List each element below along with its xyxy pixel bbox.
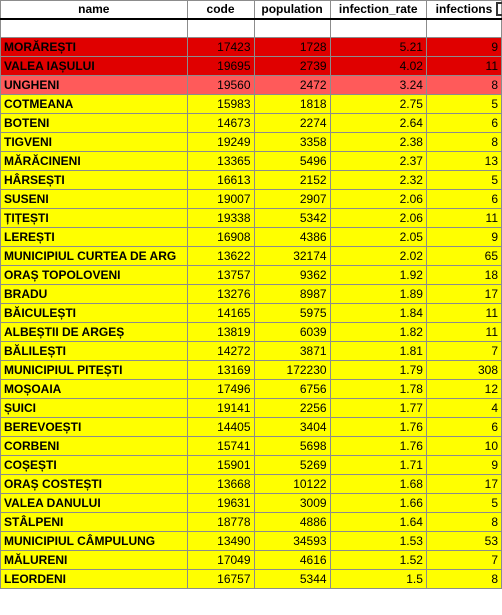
- cell-code[interactable]: 16757: [187, 570, 254, 589]
- cell-code[interactable]: 13819: [187, 323, 254, 342]
- cell-name[interactable]: COȘEȘTI: [1, 456, 188, 475]
- cell-code[interactable]: 18778: [187, 513, 254, 532]
- cell-population[interactable]: 2256: [254, 399, 330, 418]
- cell-population[interactable]: 1818: [254, 95, 330, 114]
- cell-infections[interactable]: 10: [426, 437, 501, 456]
- cell-name[interactable]: MĂRĂCINENI: [1, 152, 188, 171]
- table-row: [1, 114, 502, 133]
- table-row: [1, 76, 502, 95]
- cell-infection-rate[interactable]: 2.06: [330, 209, 426, 228]
- cell-population[interactable]: 2152: [254, 171, 330, 190]
- cell-code[interactable]: 19695: [187, 57, 254, 76]
- cell-infections[interactable]: 8: [426, 133, 501, 152]
- cell-name[interactable]: SUSENI: [1, 190, 188, 209]
- cell-population[interactable]: 3358: [254, 133, 330, 152]
- cell-infections[interactable]: 9: [426, 228, 501, 247]
- cell-infection-rate[interactable]: 1.82: [330, 323, 426, 342]
- table-row: [1, 532, 502, 551]
- cell-population[interactable]: 2739: [254, 57, 330, 76]
- table-row: [1, 456, 502, 475]
- cell-code[interactable]: 13365: [187, 152, 254, 171]
- cell-population[interactable]: 5496: [254, 152, 330, 171]
- cell-population[interactable]: 4386: [254, 228, 330, 247]
- cell-population[interactable]: 10122: [254, 475, 330, 494]
- cell-name[interactable]: MĂLURENI: [1, 551, 188, 570]
- table-row: [1, 209, 502, 228]
- cell-population[interactable]: 4886: [254, 513, 330, 532]
- cell-infections[interactable]: 13: [426, 152, 501, 171]
- cell-population[interactable]: 3871: [254, 342, 330, 361]
- cell-infections[interactable]: 8: [426, 76, 501, 95]
- cell-infection-rate[interactable]: 2.37: [330, 152, 426, 171]
- cell-name[interactable]: MUNICIPIUL CÂMPULUNG: [1, 532, 188, 551]
- cell-infections[interactable]: 8: [426, 570, 501, 589]
- cell-code[interactable]: 19560: [187, 76, 254, 95]
- cell-code[interactable]: 14673: [187, 114, 254, 133]
- cell-infection-rate[interactable]: 1.52: [330, 551, 426, 570]
- table-row: [1, 475, 502, 494]
- cell-code[interactable]: 13668: [187, 475, 254, 494]
- cell-population[interactable]: 5975: [254, 304, 330, 323]
- table-row: [1, 418, 502, 437]
- cell-infections[interactable]: 6: [426, 114, 501, 133]
- cell-infection-rate[interactable]: 4.02: [330, 57, 426, 76]
- header-row: [1, 1, 502, 19]
- cell-infection-rate[interactable]: 1.68: [330, 475, 426, 494]
- cell-infection-rate[interactable]: 1.77: [330, 399, 426, 418]
- cell-infection-rate[interactable]: 1.5: [330, 570, 426, 589]
- cell-population[interactable]: 5342: [254, 209, 330, 228]
- cell-population[interactable]: 2472: [254, 76, 330, 95]
- cell-infections[interactable]: 65: [426, 247, 501, 266]
- cell-name[interactable]: BOTENI: [1, 114, 188, 133]
- table-row: [1, 399, 502, 418]
- cell-infection-rate[interactable]: 2.64: [330, 114, 426, 133]
- cell-name[interactable]: ORAȘ COSTEȘTI: [1, 475, 188, 494]
- cell-name[interactable]: ȘUICI: [1, 399, 188, 418]
- cell-code[interactable]: 14405: [187, 418, 254, 437]
- cell-code[interactable]: 16613: [187, 171, 254, 190]
- cell-code[interactable]: 19007: [187, 190, 254, 209]
- header-infections[interactable]: infections: [426, 1, 501, 19]
- cell-infection-rate[interactable]: 1.66: [330, 494, 426, 513]
- cell-infections[interactable]: 6: [426, 190, 501, 209]
- cell-name[interactable]: BEREVOEȘTI: [1, 418, 188, 437]
- cell-name[interactable]: LEORDENI: [1, 570, 188, 589]
- table-row: [1, 95, 502, 114]
- cell-code[interactable]: 19141: [187, 399, 254, 418]
- cell[interactable]: [187, 19, 254, 38]
- cell-population[interactable]: 6756: [254, 380, 330, 399]
- cell-infection-rate[interactable]: 1.92: [330, 266, 426, 285]
- cell-population[interactable]: 2907: [254, 190, 330, 209]
- table-row: [1, 380, 502, 399]
- cell-population[interactable]: 3404: [254, 418, 330, 437]
- header-name[interactable]: name: [1, 1, 188, 19]
- cell-infection-rate[interactable]: 3.24: [330, 76, 426, 95]
- cell-code[interactable]: 17049: [187, 551, 254, 570]
- cell-name[interactable]: BĂLILEȘTI: [1, 342, 188, 361]
- cell-infection-rate[interactable]: 1.53: [330, 532, 426, 551]
- cell-code[interactable]: 19631: [187, 494, 254, 513]
- table-row: [1, 570, 502, 589]
- cell-infection-rate[interactable]: 1.89: [330, 285, 426, 304]
- table-row: [1, 228, 502, 247]
- cell-name[interactable]: CORBENI: [1, 437, 188, 456]
- cell-infection-rate[interactable]: 1.71: [330, 456, 426, 475]
- column-resize-handle[interactable]: [496, 2, 502, 16]
- cell-code[interactable]: 15983: [187, 95, 254, 114]
- cell-infections[interactable]: 5: [426, 494, 501, 513]
- cell-code[interactable]: 16908: [187, 228, 254, 247]
- cell-infection-rate[interactable]: 1.64: [330, 513, 426, 532]
- cell-population[interactable]: 1728: [254, 38, 330, 57]
- cell-population[interactable]: 32174: [254, 247, 330, 266]
- cell-name[interactable]: HÂRSEȘTI: [1, 171, 188, 190]
- table-row: [1, 342, 502, 361]
- cell-infections[interactable]: 9: [426, 38, 501, 57]
- cell-name[interactable]: COTMEANA: [1, 95, 188, 114]
- cell-infection-rate[interactable]: 2.05: [330, 228, 426, 247]
- cell-name[interactable]: MOȘOAIA: [1, 380, 188, 399]
- cell-infections[interactable]: 17: [426, 285, 501, 304]
- cell-code[interactable]: 13757: [187, 266, 254, 285]
- cell-population[interactable]: 5698: [254, 437, 330, 456]
- cell-name[interactable]: STÂLPENI: [1, 513, 188, 532]
- cell-name[interactable]: TIGVENI: [1, 133, 188, 152]
- cell-population[interactable]: 2274: [254, 114, 330, 133]
- cell-name[interactable]: MUNICIPIUL CURTEA DE ARG: [1, 247, 188, 266]
- header-population[interactable]: population: [254, 1, 330, 19]
- cell-population[interactable]: 172230: [254, 361, 330, 380]
- cell-population[interactable]: 3009: [254, 494, 330, 513]
- cell-code[interactable]: 17496: [187, 380, 254, 399]
- cell-code[interactable]: 15741: [187, 437, 254, 456]
- cell-infection-rate[interactable]: 2.02: [330, 247, 426, 266]
- cell[interactable]: [254, 19, 330, 38]
- cell-infection-rate[interactable]: 2.06: [330, 190, 426, 209]
- cell-infection-rate[interactable]: 1.76: [330, 418, 426, 437]
- cell-code[interactable]: 13169: [187, 361, 254, 380]
- table-row: [1, 171, 502, 190]
- cell-population[interactable]: 5269: [254, 456, 330, 475]
- cell-infections[interactable]: 9: [426, 456, 501, 475]
- cell-infections[interactable]: 11: [426, 304, 501, 323]
- cell-code[interactable]: 13622: [187, 247, 254, 266]
- cell-infections[interactable]: 6: [426, 418, 501, 437]
- table-row: [1, 304, 502, 323]
- table-row: [1, 38, 502, 57]
- table-row: [1, 361, 502, 380]
- cell-population[interactable]: 9362: [254, 266, 330, 285]
- cell-infections[interactable]: 4: [426, 399, 501, 418]
- cell-infections[interactable]: 7: [426, 342, 501, 361]
- cell-infections[interactable]: 308: [426, 361, 501, 380]
- cell-infection-rate[interactable]: 1.76: [330, 437, 426, 456]
- cell-name[interactable]: VALEA DANULUI: [1, 494, 188, 513]
- cell-population[interactable]: 4616: [254, 551, 330, 570]
- cell-infection-rate[interactable]: 2.38: [330, 133, 426, 152]
- cell-infections[interactable]: 53: [426, 532, 501, 551]
- cell-code[interactable]: 14165: [187, 304, 254, 323]
- cell-infection-rate[interactable]: 1.79: [330, 361, 426, 380]
- cell-code[interactable]: 15901: [187, 456, 254, 475]
- cell-name[interactable]: MORĂREȘTI: [1, 38, 188, 57]
- table-row: [1, 285, 502, 304]
- cell-infections[interactable]: 11: [426, 209, 501, 228]
- cell-name[interactable]: BĂICULEȘTI: [1, 304, 188, 323]
- table-row: [1, 494, 502, 513]
- cell-population[interactable]: 8987: [254, 285, 330, 304]
- cell-name[interactable]: ALBEȘTII DE ARGEȘ: [1, 323, 188, 342]
- cell-name[interactable]: UNGHENI: [1, 76, 188, 95]
- header-code[interactable]: code: [187, 1, 254, 19]
- empty-row: [1, 19, 502, 38]
- cell-infections[interactable]: 17: [426, 475, 501, 494]
- cell-population[interactable]: 5344: [254, 570, 330, 589]
- cell-infections[interactable]: 18: [426, 266, 501, 285]
- table-row: [1, 323, 502, 342]
- cell-name[interactable]: MUNICIPIUL PITEȘTI: [1, 361, 188, 380]
- cell-infection-rate[interactable]: 2.32: [330, 171, 426, 190]
- cell-infection-rate[interactable]: 5.21: [330, 38, 426, 57]
- cell-code[interactable]: 13276: [187, 285, 254, 304]
- cell[interactable]: [426, 19, 501, 38]
- table-row: [1, 266, 502, 285]
- cell-code[interactable]: 17423: [187, 38, 254, 57]
- table-row: [1, 57, 502, 76]
- cell-infections[interactable]: 11: [426, 57, 501, 76]
- table-row: [1, 190, 502, 209]
- cell-population[interactable]: 34593: [254, 532, 330, 551]
- cell-infection-rate[interactable]: 1.78: [330, 380, 426, 399]
- cell-infections[interactable]: 11: [426, 323, 501, 342]
- table-row: [1, 247, 502, 266]
- cell-infections[interactable]: 5: [426, 171, 501, 190]
- cell-infection-rate[interactable]: 1.81: [330, 342, 426, 361]
- table-row: [1, 513, 502, 532]
- cell-code[interactable]: 13490: [187, 532, 254, 551]
- cell[interactable]: [330, 19, 426, 38]
- cell-name[interactable]: VALEA IAȘULUI: [1, 57, 188, 76]
- cell-code[interactable]: 19249: [187, 133, 254, 152]
- cell-code[interactable]: 19338: [187, 209, 254, 228]
- cell-infections[interactable]: 5: [426, 95, 501, 114]
- cell-population[interactable]: 6039: [254, 323, 330, 342]
- cell-infections[interactable]: 12: [426, 380, 501, 399]
- cell-code[interactable]: 14272: [187, 342, 254, 361]
- cell-name[interactable]: ORAȘ TOPOLOVENI: [1, 266, 188, 285]
- table-row: [1, 133, 502, 152]
- cell-infection-rate[interactable]: 1.84: [330, 304, 426, 323]
- table-row: [1, 437, 502, 456]
- cell-name[interactable]: BRADU: [1, 285, 188, 304]
- cell-name[interactable]: ȚIȚEȘTI: [1, 209, 188, 228]
- cell-infections[interactable]: 8: [426, 513, 501, 532]
- cell-infection-rate[interactable]: 2.75: [330, 95, 426, 114]
- table-row: [1, 551, 502, 570]
- cell-name[interactable]: LEREȘTI: [1, 228, 188, 247]
- cell-infections[interactable]: 7: [426, 551, 501, 570]
- cell[interactable]: [1, 19, 188, 38]
- header-infection-rate[interactable]: infection_rate: [330, 1, 426, 19]
- table-row: [1, 152, 502, 171]
